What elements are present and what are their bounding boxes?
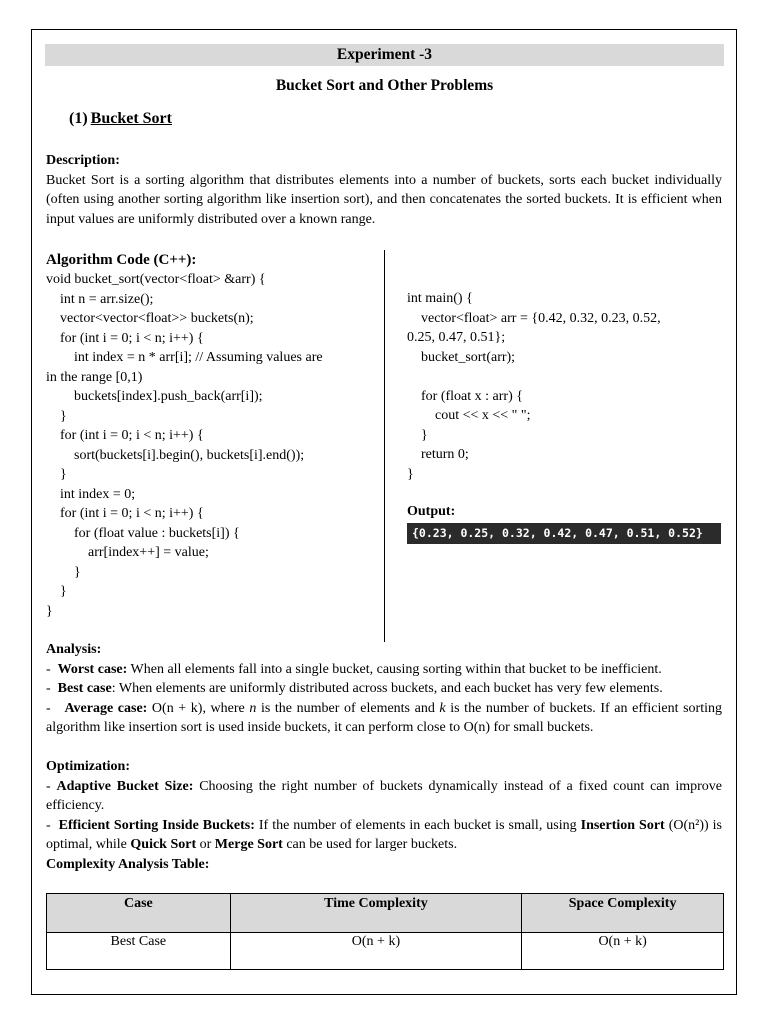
description-block: [46, 151, 722, 229]
header-space-complexity: Space Complexity: [522, 894, 724, 933]
header-case: Case: [47, 894, 231, 933]
best-case-text: : When elements are uniformly distributed across buckets, and each bucket has very few elements.: [111, 681, 663, 697]
experiment-subtitle: Bucket Sort and Other Problems: [275, 77, 494, 94]
description-text: Bucket Sort is a sorting algorithm that distributes elements into a number of buckets, sorts each bucket individually (often using another sorting algorithm like insertion sort), and then concatenates the sorted buckets. It is efficient when input values are uniformly distributed over a known range.: [46, 172, 722, 227]
algorithm-label: Algorithm Code (C++):: [46, 252, 197, 268]
adaptive-text: Choosing the right number of buckets dynamically instead of a fixed count can improve efficiency.: [46, 778, 723, 814]
cell-time: O(n + k): [230, 933, 522, 970]
adaptive-term: Adaptive Bucket Size:: [56, 778, 194, 794]
cell-space: O(n + k): [522, 933, 724, 970]
code-right-main: int main() { vector<float> arr = {0.42, 0.32, 0.23, 0.52, 0.25, 0.47, 0.51}; bucket_sort(arr); for (float x : arr) { cout << x << " "; } return 0; }: [407, 291, 661, 482]
average-var-k: k: [439, 700, 446, 716]
output-console: {0.23, 0.25, 0.32, 0.42, 0.47, 0.51, 0.52}: [407, 523, 721, 544]
output-label: Output:: [407, 504, 456, 519]
analysis-average-case: - Average case: O(n + k), where n is the number of elements and k is the number of buckets. If an efficient sorting algorithm like insertion sort is used inside buckets, it can perform close to O(n) for small buckets.: [46, 700, 722, 736]
efficient-term: Efficient Sorting Inside Buckets:: [58, 817, 255, 833]
efficient-text-d: can be used for larger buckets.: [282, 837, 458, 853]
optimization-block: [46, 757, 722, 875]
analysis-block: [46, 640, 722, 738]
efficient-merge-sort: Merge Sort: [214, 837, 283, 853]
optimization-adaptive: - Adaptive Bucket Size: Choosing the right number of buckets dynamically instead of a fixed count can improve efficiency.: [46, 778, 723, 814]
complexity-label: Complexity Analysis Table:: [46, 856, 210, 872]
average-text-b: is the number of elements and: [256, 700, 440, 716]
efficient-insertion-sort: Insertion Sort: [580, 817, 665, 833]
worst-case-term: Worst case:: [57, 661, 128, 677]
worst-case-text: When all elements fall into a single bucket, causing sorting within that bucket to be inefficient.: [127, 661, 662, 677]
analysis-best-case: - Best case: When elements are uniformly distributed across buckets, and each bucket has very few elements.: [46, 681, 663, 697]
average-text-c: is the number of buckets. If an efficient sorting algorithm like insertion sort is used inside buckets, it can perform close to O(n) for small buckets.: [46, 700, 722, 736]
section-number: (1): [69, 110, 88, 127]
efficient-text-c: or: [196, 837, 215, 853]
column-divider: [384, 250, 385, 642]
optimization-label: Optimization:: [46, 759, 130, 774]
efficient-text-b: (O(n²)) is optimal, while: [46, 817, 722, 853]
best-case-term: Best case: [57, 681, 112, 697]
efficient-text-a: If the number of elements in each bucket is small, using: [254, 817, 581, 833]
average-var-n: n: [249, 700, 257, 716]
experiment-title: Experiment -3: [45, 44, 724, 66]
efficient-quick-sort: Quick Sort: [130, 837, 197, 853]
section-title: Bucket Sort: [90, 110, 172, 127]
table-header-row: [47, 894, 724, 933]
cell-case: Best Case: [47, 933, 231, 970]
analysis-worst-case: - Worst case: When all elements fall into a single bucket, causing sorting within that bucket to be inefficient.: [46, 661, 662, 677]
table-row: [47, 933, 724, 970]
complexity-table: [46, 893, 724, 970]
section-heading: [69, 109, 172, 129]
code-left-bucket-sort: void bucket_sort(vector<float> &arr) { int n = arr.size(); vector<vector<float>> buckets(n); for (int i = 0; i < n; i++) { int index = n * arr[i]; // Assuming values are in the range [0,1) buckets[index].push_back(arr[i]); } for (int i = 0; i < n; i++) { sort(buckets[i].begin(), buckets[i].end()); } int index = 0; for (int i = 0; i < n; i++) { for (float value : buckets[i]) { arr[index++] = value; } } }: [46, 272, 323, 619]
analysis-label: Analysis:: [46, 642, 102, 657]
header-time-complexity: Time Complexity: [230, 894, 522, 933]
average-text-a: O(n + k), where: [147, 700, 250, 716]
average-case-term: Average case:: [64, 700, 148, 716]
optimization-efficient: - Efficient Sorting Inside Buckets: If the number of elements in each bucket is small, using Insertion Sort (O(n²)) is optimal, while Quick Sort or Merge Sort can be used for larger buckets.: [46, 817, 722, 853]
description-label: Description:: [46, 153, 120, 168]
